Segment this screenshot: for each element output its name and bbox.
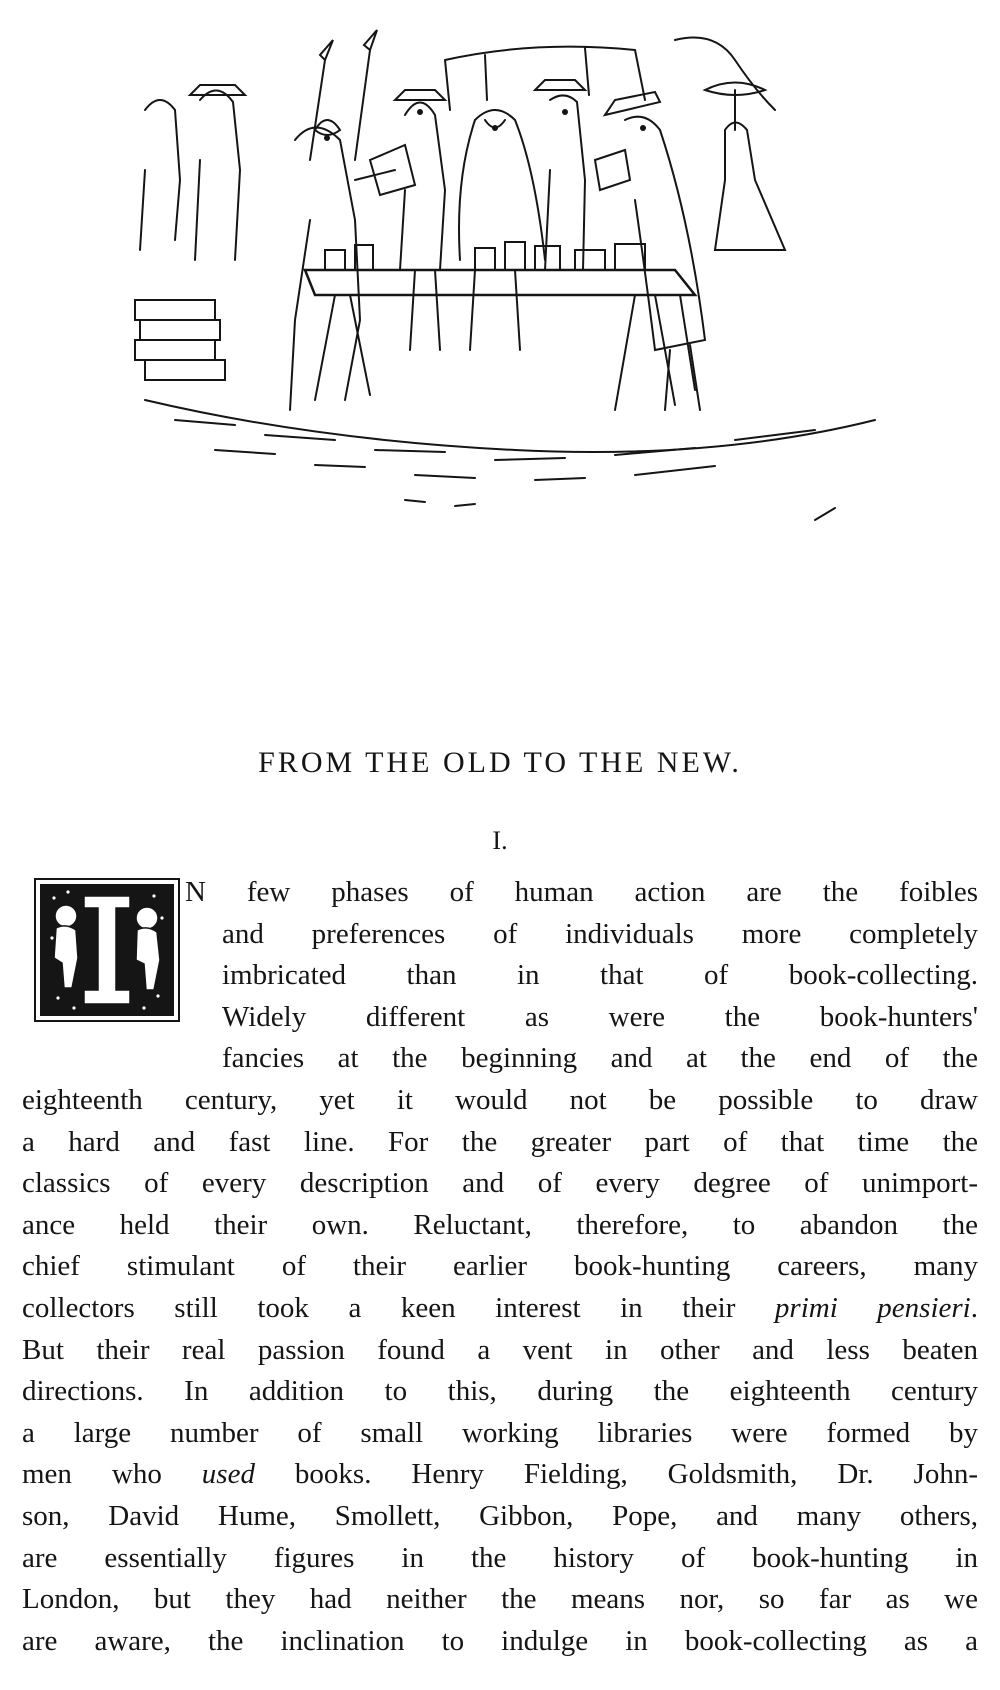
text-line: imbricated than in that of book-collecting.: [222, 959, 978, 992]
text-line: eighteenth century, yet it would not be possible to draw: [22, 1083, 978, 1116]
text-line: classics of every description and of every degree of unimport-: [22, 1167, 978, 1200]
text-line: are essentially figures in the history of book-hunting in: [22, 1541, 978, 1574]
section-number: I.: [492, 826, 508, 855]
text-line: a hard and fast line. For the greater part of that time the: [22, 1125, 978, 1158]
text-line: N few phases of human action are the foibles: [185, 876, 978, 908]
text-line: collectors still took a keen interest in their primi pensieri.: [22, 1291, 978, 1324]
chapter-title: FROM THE OLD TO THE NEW.: [258, 746, 742, 779]
text-line: son, David Hume, Smollett, Gibbon, Pope, and many others,: [22, 1499, 978, 1532]
body-text: [22, 872, 978, 1662]
bookstall-engraving: [115, 20, 905, 540]
text-line: fancies at the beginning and at the end of the: [222, 1042, 978, 1075]
text-line: Widely different as were the book-hunters': [222, 1000, 978, 1033]
text-line: men who used books. Henry Fielding, Goldsmith, Dr. John-: [22, 1458, 978, 1491]
text-line: London, but they had neither the means nor, so far as we: [22, 1583, 978, 1616]
text-line: and preferences of individuals more completely: [222, 917, 978, 950]
text-line: are aware, the inclination to indulge in book-collecting as a: [22, 1624, 978, 1657]
text-line: directions. In addition to this, during the eighteenth century: [22, 1375, 978, 1408]
text-line: ance held their own. Reluctant, therefore, to abandon the: [22, 1208, 978, 1241]
text-line: But their real passion found a vent in other and less beaten: [22, 1333, 978, 1366]
text-line: a large number of small working libraries were formed by: [22, 1416, 978, 1449]
text-line: chief stimulant of their earlier book-hunting careers, many: [22, 1250, 978, 1283]
